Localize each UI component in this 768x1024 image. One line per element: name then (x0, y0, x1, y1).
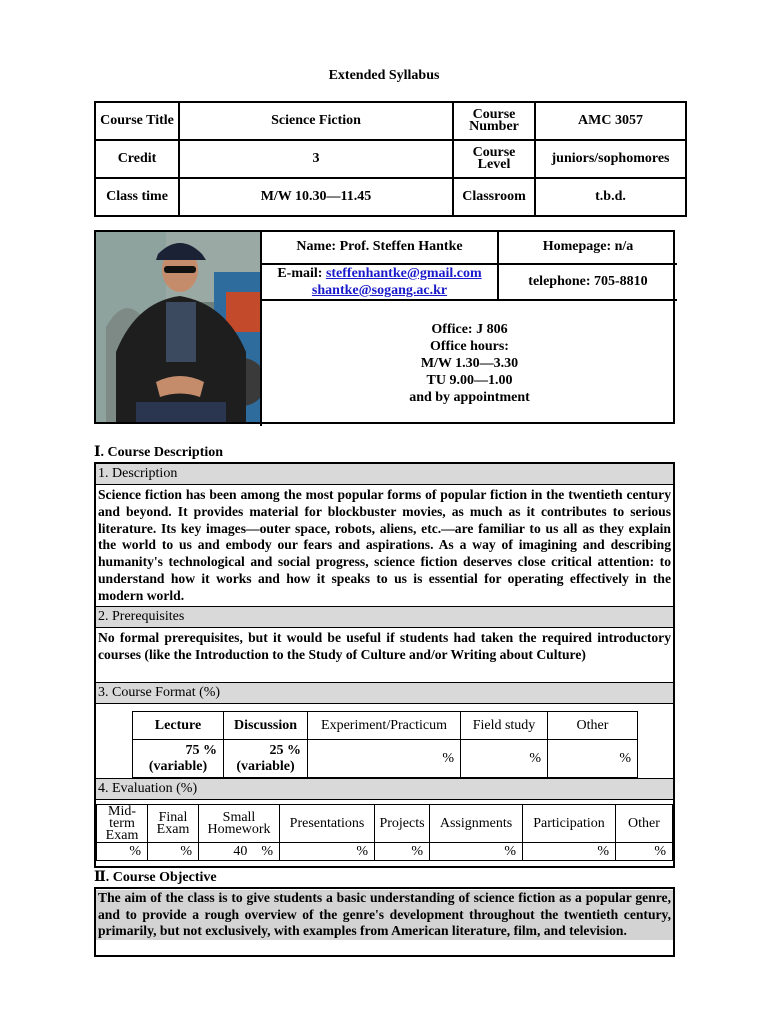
format-value: 25 % (variable) (224, 740, 308, 778)
eval-value: % (280, 843, 375, 861)
eval-value: % (523, 843, 616, 861)
course-number-value: AMC 3057 (535, 102, 686, 140)
credit-value: 3 (179, 140, 453, 178)
course-description-box (94, 462, 675, 868)
page-title: Extended Syllabus (328, 68, 440, 83)
evaluation-label: 4. Evaluation (%) (96, 778, 673, 800)
classroom-value: t.b.d. (535, 178, 686, 216)
format-header: Field study (461, 712, 548, 740)
format-value: % (308, 740, 461, 778)
eval-header: Small Homework (199, 805, 280, 843)
office-hours-mw: M/W 1.30—3.30 (420, 356, 519, 371)
course-level-value: juniors/sophomores (535, 140, 686, 178)
eval-header: Assignments (430, 805, 523, 843)
format-header: Other (548, 712, 638, 740)
format-value: % (461, 740, 548, 778)
evaluation-table (96, 804, 673, 861)
course-objective-text: The aim of the class is to give students a basic understanding of science fiction as a popular genre, and to provide a rough overview of the genre's development throughout the twentieth century, primarily, but not exclusively, with examples from American literature, film, and television. (98, 890, 671, 938)
office-hours-cell (261, 300, 677, 426)
course-number-label: Course Number (453, 102, 535, 140)
course-format-area (96, 704, 673, 778)
course-format-label: 3. Course Format (%) (96, 682, 673, 704)
email-link-sogang[interactable]: shantke@sogang.ac.kr (311, 283, 448, 298)
telephone: telephone: 705-8810 (498, 264, 677, 300)
eval-value: % (616, 843, 673, 861)
office-hours-label: Office hours: (430, 339, 509, 354)
eval-header: Participation (523, 805, 616, 843)
prerequisites-label: 2. Prerequisites (96, 606, 673, 628)
course-description-heading: Ⅰ. Course Description (94, 445, 224, 460)
course-level-label: Course Level (453, 140, 535, 178)
course-info-table (94, 101, 687, 217)
eval-header: Final Exam (148, 805, 199, 843)
eval-value: % (375, 843, 430, 861)
eval-value: 40 % (199, 843, 280, 861)
format-value: 75 % (variable) (133, 740, 224, 778)
office-hours-appointment: and by appointment (409, 390, 530, 405)
office: Office: J 806 (431, 322, 508, 337)
course-objective-box (94, 887, 675, 957)
course-objective-heading: Ⅱ. Course Objective (94, 870, 217, 885)
course-title-value: Science Fiction (179, 102, 453, 140)
instructor-name: Name: Prof. Steffen Hantke (261, 230, 498, 264)
eval-header: Other (616, 805, 673, 843)
credit-label: Credit (95, 140, 179, 178)
eval-value: % (148, 843, 199, 861)
classroom-label: Classroom (453, 178, 535, 216)
format-header: Experiment/Practicum (308, 712, 461, 740)
description-label: 1. Description (96, 464, 673, 485)
format-value: % (548, 740, 638, 778)
class-time-value: M/W 10.30—11.45 (179, 178, 453, 216)
eval-header: Projects (375, 805, 430, 843)
instructor-photo (96, 232, 262, 422)
class-time-label: Class time (95, 178, 179, 216)
eval-value: % (430, 843, 523, 861)
format-header: Lecture (133, 712, 224, 740)
course-title-label: Course Title (95, 102, 179, 140)
prerequisites-text: No formal prerequisites, but it would be useful if students had taken the required introductory courses (like the Introduction to the Study of Culture and/or Writing about Culture) (98, 630, 671, 662)
format-header: Discussion (224, 712, 308, 740)
email-link-gmail[interactable]: steffenhantke@gmail.com (325, 266, 482, 281)
course-format-table (132, 711, 638, 778)
office-hours-tu: TU 9.00—1.00 (426, 373, 513, 388)
description-text: Science fiction has been among the most popular forms of popular fiction in the twentieth century and beyond. It provides material for blockbuster movies, as much as it contributes to serious literature. Its key images—outer space, robots, aliens, etc.—are familiar to us all as they explain the world to us and embody our fears and aspirations. As a way of imagining and describing humanity's technological and social progress, science fiction deserves close critical attention: to understand how it works and how it speaks to us is essential for operating effectively in the modern world. (98, 487, 671, 603)
homepage: Homepage: n/a (498, 230, 677, 264)
eval-header: Mid- term Exam (97, 805, 148, 843)
eval-value: % (97, 843, 148, 861)
email-cell: E-mail: steffenhantke@gmail.com shantke@sogang.ac.kr (261, 264, 498, 300)
instructor-box (94, 230, 675, 424)
eval-header: Presentations (280, 805, 375, 843)
